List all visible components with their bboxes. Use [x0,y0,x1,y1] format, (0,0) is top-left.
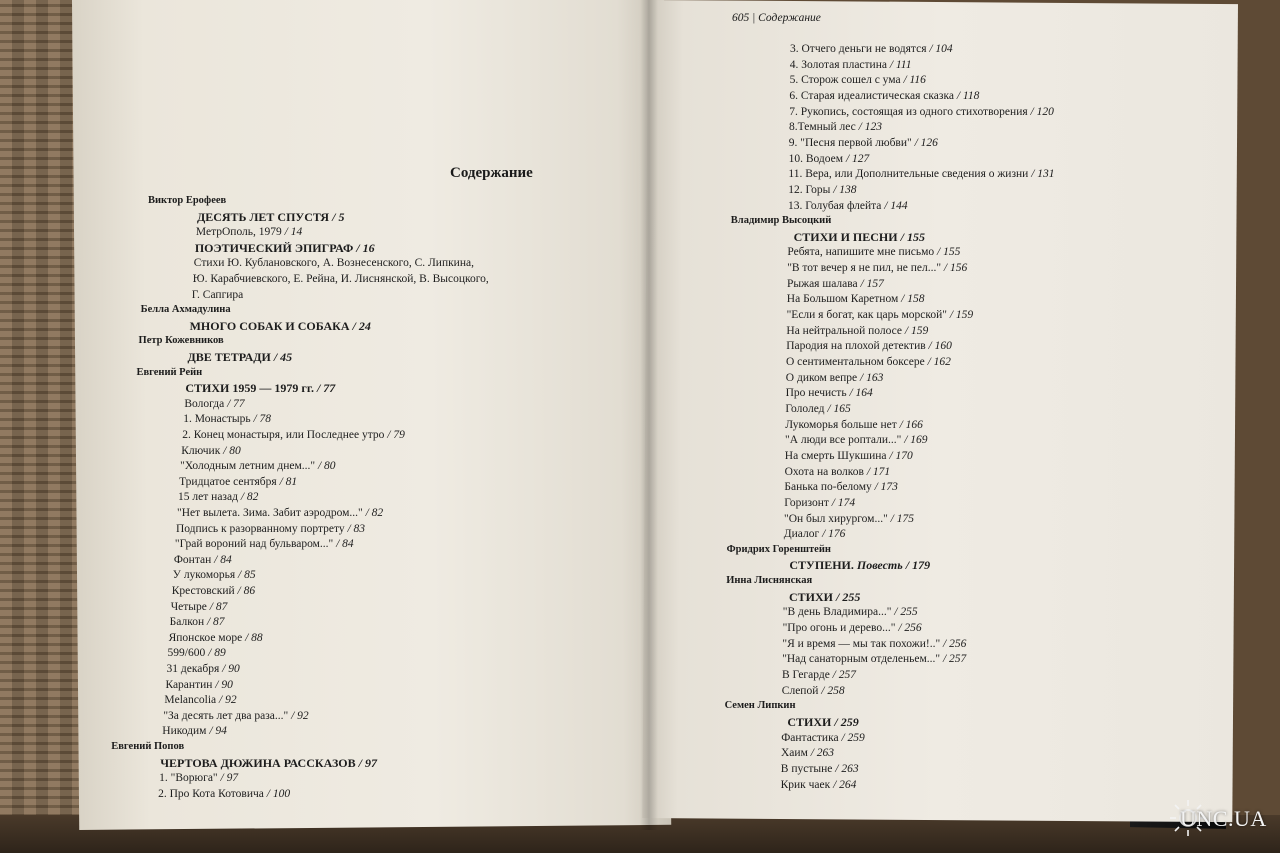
toc-author: Семен Липкин [724,700,796,712]
toc-poem-entry [787,308,974,322]
toc-poem-entry [784,527,846,541]
toc-poem-entry [784,512,914,526]
toc-entry-title: Гололед [785,402,825,415]
toc-entry-title: Балкон [169,616,205,629]
toc-entry-title: ПОЭТИЧЕСКИЙ ЭПИГРАФ [194,240,354,255]
toc-entry-title: 13. Голубая флейта [788,199,882,212]
toc-entry-title: 2. Про Кота Котовича [158,787,264,800]
toc-page-number: / 92 [288,709,309,722]
toc-entry-title: 1. Монастырь [183,413,251,426]
toc-poem-entry [785,449,913,463]
toc-poem-entry [158,787,290,801]
toc-poem-entry [173,568,256,582]
toc-page-number: / 157 [857,277,884,290]
toc-entry-title: "Нет вылета. Зима. Забит аэродром..." [177,507,363,519]
toc-poem-entry [787,292,925,306]
toc-page-number: / 264 [830,778,857,791]
toc-poem-entry [179,475,297,489]
toc-poem-entry [788,167,1054,181]
toc-entry-title: "Над санаторным отделеньем..." [782,653,941,666]
toc-poem-entry [786,324,928,338]
toc-entry-title: МНОГО СОБАК И СОБАКА [189,318,350,333]
toc-page-number: / 120 [1027,105,1054,118]
toc-work-entry [787,715,858,729]
toc-entry-title: "Холодным летним днем..." [180,460,316,473]
toc-poem-entry [172,584,255,598]
toc-entry-title: Вологда [184,397,225,410]
toc-poem-entry [181,444,241,458]
toc-entry-title: "Он был хирургом..." [784,512,888,525]
toc-work-entry [160,756,377,770]
toc-entry-title: "Я и время — мы так похожи!.." [782,637,941,650]
toc-entry-title: На Большом Каретном [786,293,899,306]
toc-page-number: / 81 [276,475,298,488]
toc-entry-title: ДЕСЯТЬ ЛЕТ СПУСТЯ [196,209,330,224]
toc-page-number: / 156 [941,262,968,275]
toc-entry-title: Банька по-белому [784,481,872,494]
toc-poem-entry [783,605,918,619]
toc-work-entry [197,210,345,224]
toc-poem-entry [789,136,938,150]
toc-page-number: / 138 [830,183,857,196]
toc-author: Евгений Попов [111,741,185,752]
toc-page-number: / 171 [863,465,891,478]
toc-poem-entry [787,261,967,275]
toc-poem-entry [175,537,354,551]
toc-page-number: / 92 [216,694,237,707]
toc-page-number: / 90 [212,678,233,691]
toc-entry-title: 9. "Песня первой любви" [788,136,912,149]
toc-poem-entry [196,225,302,239]
toc-page-number: / 256 [940,637,967,650]
toc-page-number: / 97 [355,755,377,770]
toc-entry-title: Тридцатое сентября [179,475,277,488]
toc-entry-title: СТИХИ [787,714,832,729]
toc-page-number: / 123 [855,121,882,134]
toc-page-number: / 176 [819,528,846,541]
toc-entry-title: СТУПЕНИ. [789,558,854,573]
toc-page-number: / 89 [205,647,226,660]
toc-entry-title: СТИХИ [789,589,834,604]
toc-page-number: / 163 [857,371,884,384]
toc-work-entry [195,241,375,255]
toc-page-number: / 87 [204,616,225,629]
toc-page-number: / 14 [281,226,303,239]
toc-page-number: / 263 [832,762,859,775]
toc-poem-entry [789,152,870,166]
toc-poem-entry [165,678,232,692]
toc-poem-entry [785,402,850,416]
toc-entry-title: "Грай вороний над бульваром..." [174,538,334,551]
toc-page-number: / 258 [818,684,845,697]
toc-entry-title: Подпись к разорванному портрету [175,522,345,535]
toc-poem-entry [163,709,308,723]
toc-entry-title: Ребята, напишите мне письмо [787,246,935,259]
toc-work-entry [185,381,335,395]
toc-poem-entry [781,762,859,776]
toc-page-number: / 259 [838,731,865,744]
toc-poem-entry [781,778,857,792]
toc-author: Петр Кожевников [138,335,224,347]
toc-poem-entry [176,522,365,536]
toc-page-number: / 263 [807,747,835,760]
left-page [72,0,671,830]
toc-poem-entry [167,662,240,676]
toc-work-entry [794,230,925,244]
toc-page-number: / 104 [926,43,953,55]
toc-entry-title: 4. Золотая пластина [789,58,887,71]
toc-poem-entry [192,288,244,302]
toc-page-number: / 126 [911,136,938,149]
toc-poem-entry [162,724,227,738]
toc-page-number: / 85 [235,569,256,582]
toc-poem-entry [786,386,873,400]
toc-entry-title: 3. Отчего деньги не водятся [790,43,927,55]
toc-poem-entry [790,42,953,56]
toc-entry-subtitle: Повесть [853,558,903,573]
toc-page-number: / 159 [946,309,974,322]
toc-page-number: / 179 [902,558,931,573]
toc-entry-title: "Про огонь и дерево..." [782,622,896,635]
toc-entry-title: Ключик [181,444,221,457]
toc-page-number: / 97 [217,772,239,785]
toc-entry-title: 31 декабря [166,663,220,675]
toc-entry-title: 2. Конец монастыря, или Последнее утро [182,429,385,441]
toc-page-number: / 166 [896,418,923,431]
toc-entry-title: Про нечисть [785,387,847,400]
watermark-text: UNC.UA [1180,806,1267,831]
toc-page-number: / 78 [250,413,272,426]
toc-page-number: / 84 [211,553,232,566]
toc-page-number: / 87 [206,600,228,613]
toc-author: Владимир Высоцкий [730,215,832,227]
toc-poem-entry [193,272,489,286]
toc-entry-title: 599/600 [167,647,206,660]
toc-entry-title: 12. Горы [788,183,831,196]
toc-poem-entry [789,105,1054,119]
toc-entry-title: Melancolia [164,694,217,707]
toc-entry-title: О диком вепре [785,371,858,384]
toc-page-number: / 16 [353,240,375,255]
toc-entry-title: Хаим [781,747,808,760]
toc-page-number: / 169 [901,434,928,447]
toc-entry-title: Никодим [162,725,207,738]
toc-poem-entry [782,668,856,682]
toc-page-number: / 94 [206,725,227,738]
toc-page-number: / 116 [900,74,926,87]
toc-entry-title: "За десять лет два раза..." [163,709,289,722]
toc-work-entry [188,350,293,364]
toc-entry-title: Фонтан [173,553,212,566]
toc-title: Содержание [450,165,533,181]
toc-poem-entry [790,58,912,72]
toc-page-number: / 77 [313,381,336,396]
toc-entry-title: Г. Сапгира [191,288,244,301]
toc-page-number: / 82 [362,507,384,519]
toc-page-number: / 45 [270,350,293,364]
toc-page-number: / 118 [953,89,980,102]
toc-work-entry [789,558,930,572]
toc-author: Виктор Ерофеев [148,195,227,206]
page-header: 605 | Содержание [732,12,821,24]
toc-entry-title: 5. Сторож сошел с ума [789,74,901,87]
toc-poem-entry [786,371,884,385]
toc-work-entry [190,319,371,333]
toc-poem-entry [789,89,979,103]
toc-poem-entry [178,490,258,504]
toc-poem-entry [783,621,922,635]
book-gutter [640,0,658,830]
toc-entry-title: 7. Рукопись, состоящая из одного стихотворения [789,105,1028,118]
toc-page-number: / 255 [891,606,918,619]
toc-entry-title: Четыре [170,600,207,613]
toc-page-number: / 256 [895,622,922,635]
toc-entry-title: На смерть Шукшина [784,449,887,462]
toc-page-number: / 127 [843,152,870,165]
toc-entry-title: В Гегарде [782,669,830,681]
toc-poem-entry [182,428,405,442]
toc-entry-title: Стихи Ю. Кублановского, А. Вознесенского, С. Липкина, [193,257,474,270]
toc-page-number: / 162 [924,356,951,368]
toc-entry-title: ДВЕ ТЕТРАДИ [187,350,271,364]
toc-page-number: / 160 [925,340,952,353]
toc-poem-entry [787,277,884,291]
toc-entry-title: ЧЕРТОВА ДЮЖИНА РАССКАЗОВ [160,755,356,770]
toc-page-number: / 79 [384,429,405,441]
toc-author: Фридрих Горенштейн [726,543,831,555]
toc-poem-entry [781,731,865,745]
toc-page-number: / 80 [220,444,241,457]
toc-author: Евгений Рейн [136,366,203,378]
toc-entry-title: Пародия на плохой детектив [786,340,926,353]
toc-work-entry [789,590,860,604]
toc-page-number: / 24 [349,318,371,333]
toc-poem-entry [782,684,845,698]
toc-page-number: / 155 [934,246,961,259]
toc-page-number: / 175 [887,512,914,525]
toc-page-number: / 155 [897,229,925,244]
toc-poem-entry [168,646,226,660]
toc-entry-title: На нейтральной полосе [786,324,903,337]
toc-entry-title: У лукоморья [172,569,236,582]
toc-entry-title: СТИХИ 1959 — 1979 гг. [185,381,314,396]
toc-author: Инна Лиснянская [726,575,813,587]
toc-page-number: / 131 [1028,168,1055,181]
toc-page-number: / 158 [898,293,925,306]
toc-page-number: / 5 [329,209,345,224]
toc-poem-entry [171,600,228,614]
toc-page-number: / 100 [263,787,291,800]
toc-poem-entry [170,615,225,629]
toc-poem-entry [785,433,928,447]
toc-page-number: / 173 [871,481,898,494]
toc-poem-entry [174,553,232,567]
toc-poem-entry [788,199,908,213]
toc-entry-title: В пустыне [780,762,833,775]
toc-entry-title: Японское море [168,631,243,644]
toc-poem-entry [781,746,834,760]
toc-page-number: / 164 [846,387,873,400]
toc-entry-title: "В тот вечер я не пил, не пел..." [787,262,942,275]
toc-poem-entry [787,245,960,259]
toc-poem-entry [782,652,966,666]
toc-poem-entry [177,506,383,520]
watermark [1168,796,1278,844]
toc-page-number: / 257 [940,653,967,666]
toc-entry-title: Карантин [165,678,213,691]
toc-poem-entry [183,412,271,426]
toc-entry-title: 6. Старая идеалистическая сказка [789,89,954,102]
toc-poem-entry [789,120,882,134]
toc-poem-entry [785,418,923,432]
toc-entry-title: 15 лет назад [178,491,238,504]
toc-entry-title: Рыжая шалава [787,277,858,290]
toc-poem-entry [784,480,898,494]
toc-entry-title: 1. "Ворюга" [159,772,218,785]
toc-poem-entry [785,465,891,479]
toc-entry-title: СТИХИ И ПЕСНИ [793,229,898,244]
toc-entry-title: Охота на волков [784,465,864,478]
toc-entry-title: О сентиментальном боксере [786,356,925,368]
toc-page-number: / 174 [828,496,856,509]
toc-poem-entry [784,496,855,510]
toc-entry-title: Крик чаек [780,778,831,791]
toc-entry-title: Диалог [783,528,820,541]
toc-page-number: / 77 [224,397,245,410]
toc-page-number: / 84 [333,538,354,551]
toc-page-number: / 90 [219,663,240,675]
toc-page-number: / 83 [344,522,366,535]
toc-page-number: / 82 [237,491,259,504]
toc-poem-entry [184,397,244,411]
toc-poem-entry [169,631,263,645]
toc-poem-entry [180,459,335,473]
toc-page-number: / 80 [315,460,336,473]
toc-entry-title: "Если я богат, как царь морской" [786,309,947,322]
toc-page-number: / 111 [886,58,912,71]
toc-entry-title: 8.Темный лес [789,121,856,134]
toc-poem-entry [786,339,952,353]
toc-page-number: / 86 [234,585,256,597]
toc-page-number: / 159 [902,324,929,337]
toc-entry-title: МетрОполь, 1979 [195,226,282,239]
toc-page-number: / 88 [242,631,263,644]
toc-poem-entry [788,183,856,197]
toc-poem-entry [782,637,966,651]
toc-poem-entry [164,693,236,707]
toc-entry-title: Горизонт [784,496,829,509]
toc-page-number: / 170 [886,449,913,462]
toc-poem-entry [194,256,474,270]
toc-page-number: / 144 [881,199,908,212]
toc-entry-title: Крестовский [171,585,235,597]
toc-entry-title: Лукоморья больше нет [785,418,897,431]
toc-entry-title: 10. Водоем [788,152,844,165]
toc-entry-title: "В день Владимира..." [782,606,892,619]
toc-entry-title: 11. Вера, или Дополнительные сведения о жизни [788,168,1029,181]
toc-entry-title: Слепой [781,684,819,697]
toc-entry-title: Ю. Карабчиевского, Е. Рейна, И. Лиснянской, В. Высоцкого, [192,273,489,285]
toc-page-number: / 255 [833,589,861,604]
toc-entry-title: "А люди все роптали..." [785,434,902,447]
toc-author: Белла Ахмадулина [140,304,231,316]
toc-page-number: / 259 [831,714,859,729]
toc-page-number: / 165 [824,402,851,415]
toc-poem-entry [790,73,926,87]
toc-poem-entry [159,771,238,785]
toc-poem-entry [786,355,951,369]
toc-entry-title: Фантастика [781,731,839,744]
toc-page-number: / 257 [829,669,856,681]
